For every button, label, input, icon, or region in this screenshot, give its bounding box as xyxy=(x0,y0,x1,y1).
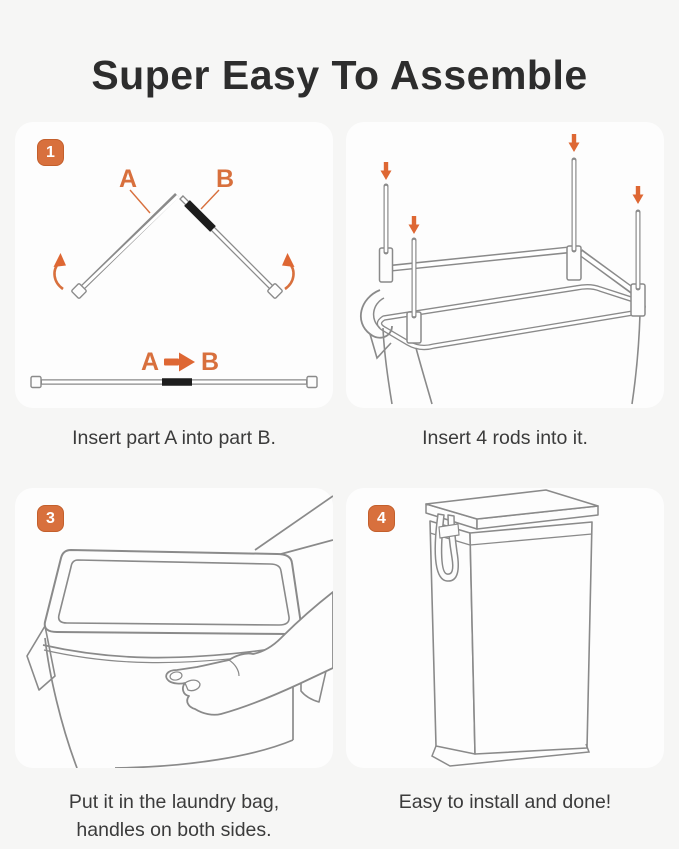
rod-b xyxy=(181,197,283,299)
result-b-label: B xyxy=(201,348,220,376)
down-arrow-icon xyxy=(381,162,392,180)
step-4-panel xyxy=(346,488,664,768)
rod-a xyxy=(71,195,178,299)
rods xyxy=(386,160,638,316)
upper-arm xyxy=(255,496,333,554)
handle-slot xyxy=(439,524,459,538)
step-2-caption xyxy=(346,424,664,452)
step-4-diagram xyxy=(346,488,664,768)
finished-hamper xyxy=(426,490,598,766)
part-b-leader-line xyxy=(201,190,219,209)
folded-finger xyxy=(185,680,200,691)
down-arrow-icon xyxy=(569,134,580,152)
page-title: Super Easy To Assemble xyxy=(91,52,588,98)
step-3-diagram xyxy=(15,488,333,768)
step-3-caption xyxy=(15,788,333,844)
frame-rim xyxy=(45,550,302,634)
caption-line: Insert 4 rods into it. xyxy=(422,427,588,449)
step-1-caption xyxy=(15,424,333,452)
step-3-panel xyxy=(15,488,333,768)
step-1-panel xyxy=(15,122,333,408)
caption-line: handles on both sides. xyxy=(76,819,272,841)
caption-line: Put it in the laundry bag, xyxy=(68,791,280,813)
step-1-badge: 1 xyxy=(37,139,64,166)
corner-sleeves xyxy=(380,246,646,343)
curved-arrow-left-icon xyxy=(54,253,67,289)
step-1-diagram xyxy=(15,122,333,408)
down-arrow-icon xyxy=(633,186,644,204)
curved-arrow-right-icon xyxy=(282,253,295,289)
part-a-label: A xyxy=(119,165,138,193)
hamper-front-face xyxy=(470,522,592,754)
assembled-rod xyxy=(31,377,317,388)
result-a-label: A xyxy=(141,348,160,376)
side-handle xyxy=(361,290,392,358)
step-2-panel xyxy=(346,122,664,408)
caption-line: Easy to install and done! xyxy=(398,791,612,813)
step-3-badge: 3 xyxy=(37,505,64,532)
part-a-leader-line xyxy=(130,190,150,213)
step-2-diagram xyxy=(346,122,664,408)
part-b-label: B xyxy=(216,165,235,193)
connector-sleeve xyxy=(187,203,213,229)
down-arrow-icons xyxy=(381,134,644,234)
right-arrow-icon xyxy=(164,353,195,372)
down-arrow-icon xyxy=(409,216,420,234)
step-4-caption xyxy=(346,788,664,816)
step-4-badge: 4 xyxy=(368,505,395,532)
caption-line: Insert part A into part B. xyxy=(72,427,276,449)
frame-rails xyxy=(392,250,633,291)
left-handle-flap xyxy=(27,626,55,690)
